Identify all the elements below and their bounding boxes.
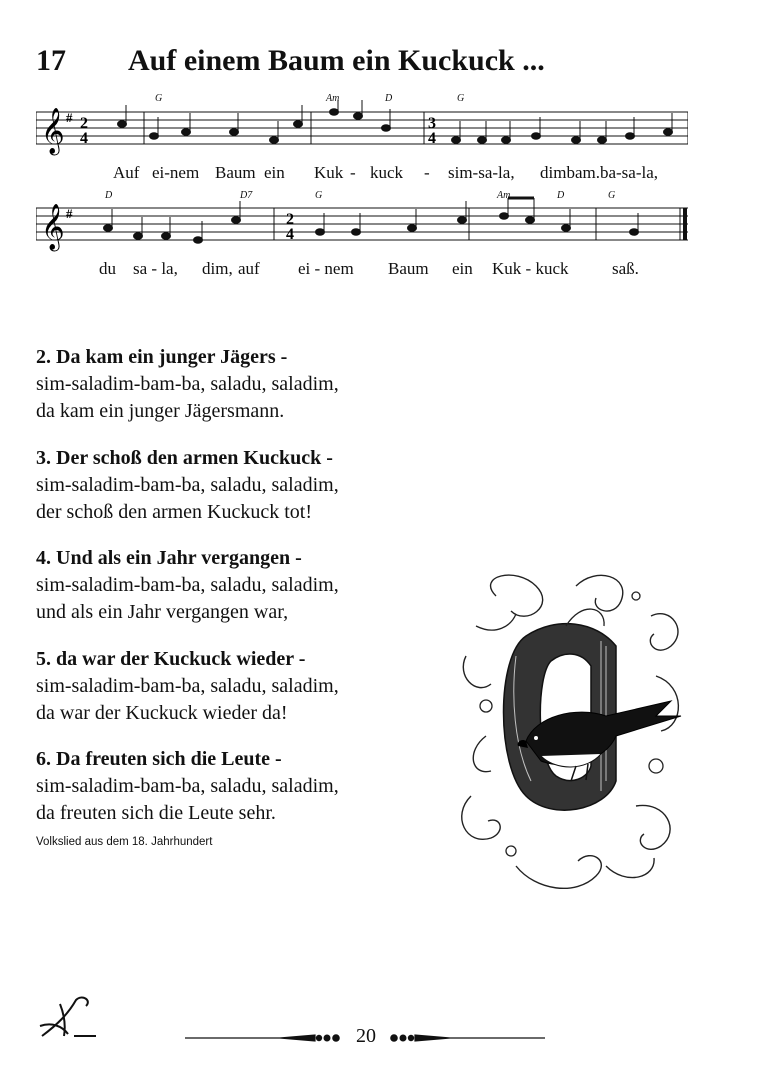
- verse-line: da kam ein junger Jägersmann.: [36, 400, 285, 422]
- verse-line: sim-saladim-bam-ba, saladu, saladim,: [36, 373, 339, 395]
- music-staff-2: [36, 196, 688, 266]
- chord: D7: [240, 190, 253, 201]
- svg-text:2: 2: [286, 211, 294, 228]
- verse-lead: 3. Der schoß den armen Kuckuck -: [36, 447, 333, 469]
- svg-text:4: 4: [428, 130, 436, 147]
- verse-line: und als ein Jahr vergangen war,: [36, 601, 289, 623]
- lyric-syllable: Kuk: [314, 163, 344, 182]
- lyric-syllable: Auf: [113, 163, 140, 182]
- chord: D: [385, 93, 393, 104]
- lyric-syllable: Kuk - kuck: [492, 259, 569, 278]
- chord: G: [608, 190, 616, 201]
- song-title: Auf einem Baum ein Kuckuck ...: [128, 44, 545, 77]
- svg-text:𝄞: 𝄞: [41, 108, 65, 154]
- lyric-syllable: sa - la,: [133, 259, 178, 278]
- lyric-syllable: kuck: [370, 163, 404, 182]
- song-number: 17: [36, 44, 66, 77]
- lyric-syllable: saß.: [612, 259, 639, 278]
- bird-initial-ornament-icon: [456, 566, 691, 901]
- chord: Am: [326, 93, 340, 104]
- verse-line: sim-saladim-bam-ba, saladu, saladim,: [36, 574, 339, 596]
- svg-text:4: 4: [286, 226, 294, 243]
- verse-lead: 2. Da kam ein junger Jägers -: [36, 346, 288, 368]
- page-number: 20: [356, 1025, 376, 1047]
- chord: G: [457, 93, 465, 104]
- svg-text:4: 4: [80, 130, 88, 147]
- lyric-syllable: Baum: [215, 163, 256, 182]
- verse-line: sim-saladim-bam-ba, saladu, saladim,: [36, 474, 339, 496]
- svg-text:#: #: [66, 110, 73, 125]
- lyric-syllable: dimbam.ba-sa-la,: [540, 163, 659, 182]
- lyric-syllable: du: [99, 259, 116, 278]
- svg-text:𝄞: 𝄞: [41, 204, 65, 250]
- lyric-syllable: sim-sa-la,: [448, 163, 515, 182]
- lyric-syllable: -: [424, 163, 430, 182]
- music-staff-1: [36, 100, 688, 170]
- flourish-ornament-icon: [38, 996, 98, 1038]
- svg-text:3: 3: [428, 115, 436, 132]
- chord: D: [557, 190, 565, 201]
- verse-line: sim-saladim-bam-ba, saladu, saladim,: [36, 775, 339, 797]
- verse-line: der schoß den armen Kuckuck tot!: [36, 501, 313, 523]
- lyric-syllable: ein: [452, 259, 473, 278]
- verse-lead: 4. Und als ein Jahr vergangen -: [36, 547, 302, 569]
- verse-2: [36, 344, 339, 425]
- chord: Am: [497, 190, 511, 201]
- verse-line: sim-saladim-bam-ba, saladu, saladim,: [36, 675, 339, 697]
- lyric-syllable: auf: [238, 259, 260, 278]
- chord: D: [105, 190, 113, 201]
- chord: G: [155, 93, 163, 104]
- lyric-syllable: dim,: [202, 259, 233, 278]
- verse-lead: 5. da war der Kuckuck wieder -: [36, 648, 306, 670]
- verse-lead: 6. Da freuten sich die Leute -: [36, 748, 282, 770]
- page-footer: [185, 1022, 545, 1052]
- verse-line: da freuten sich die Leute sehr.: [36, 802, 276, 824]
- verse-line: da war der Kuckuck wieder da!: [36, 702, 288, 724]
- lyric-syllable: Baum: [388, 259, 429, 278]
- verse-4: [36, 545, 339, 626]
- svg-text:#: #: [66, 206, 73, 221]
- svg-text:2: 2: [80, 115, 88, 132]
- lyric-syllable: ein: [264, 163, 285, 182]
- lyric-syllable: -: [350, 163, 356, 182]
- verse-5: [36, 646, 339, 727]
- chord: G: [315, 190, 323, 201]
- song-credit: Volkslied aus dem 18. Jahrhundert: [36, 836, 213, 848]
- lyric-syllable: ei-nem: [152, 163, 200, 182]
- verse-6: [36, 746, 339, 827]
- lyric-syllable: ei - nem: [298, 259, 354, 278]
- verse-3: [36, 445, 339, 526]
